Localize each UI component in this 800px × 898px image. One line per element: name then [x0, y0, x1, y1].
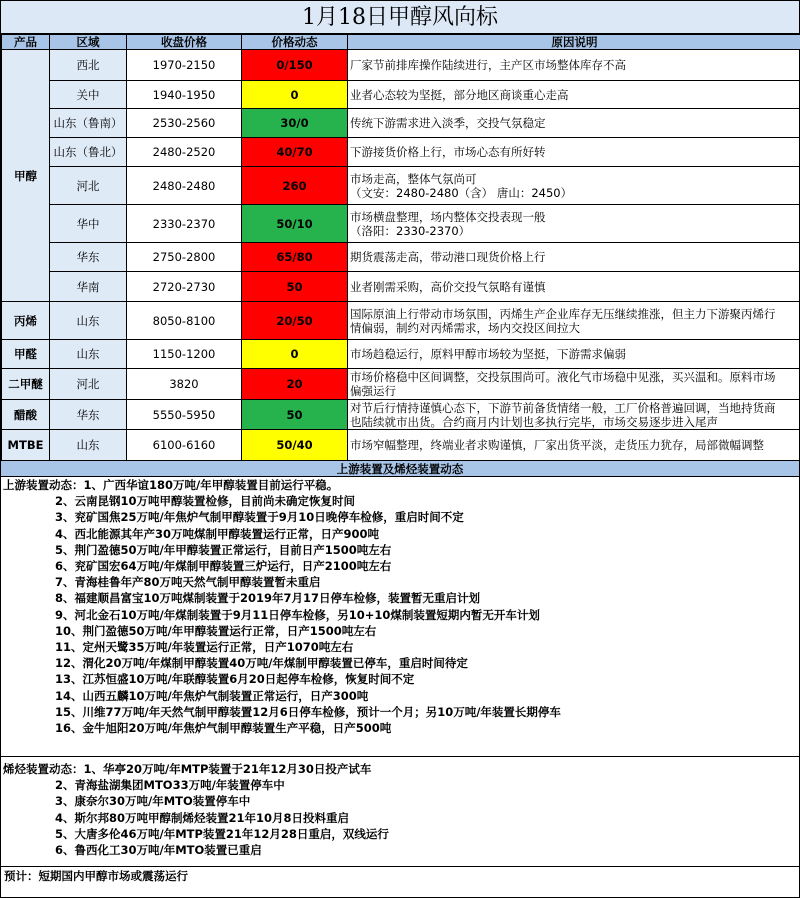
price-cell: 2480-2480 [127, 167, 242, 205]
table-row [2, 272, 800, 302]
reason-text: 市场趋稳运行，原料甲醇市场较为坚挺，下游需求偏弱 [350, 347, 626, 361]
upstream-item [3, 493, 799, 509]
reason-text: 业者心态较为坚挺，部分地区商谈重心走高 [350, 87, 569, 102]
region-cell: 关中 [50, 81, 127, 109]
upstream-item-text: 3、兖矿国焦25万吨/年焦炉气制甲醇装置于9月10日晚停车检修，重启时间不定 [55, 510, 464, 525]
upstream-item-text: 11、定州天鹭35万吨/年装置运行正常，日产1070吨左右 [55, 640, 354, 655]
trend-cell: 0 [242, 81, 348, 109]
trend-cell: 0/150 [242, 50, 348, 81]
product-cell-methanol: 甲醇 [2, 50, 50, 302]
price-cell: 6100-6160 [127, 430, 242, 461]
upstream-item [3, 509, 799, 525]
reason-cell [348, 243, 800, 272]
table-row [2, 302, 800, 340]
reason-text-2: （洛阳：2330-2370） [350, 223, 471, 238]
upstream-item [3, 607, 799, 623]
reason-text: 市场横盘整理，场内整体交投表现一般 [350, 209, 546, 224]
price-cell: 5550-5950 [127, 400, 242, 430]
product-cell: 丙烯 [2, 302, 50, 340]
region-cell: 山东 [50, 340, 127, 369]
price-cell: 2480-2520 [127, 138, 242, 167]
upstream-item-text: 13、江苏恒盛10万吨/年联醇装置6月20日起停车检修，恢复时间不定 [55, 672, 415, 687]
table-row [2, 369, 800, 400]
upstream-item [3, 671, 799, 687]
upstream-intro: 上游装置动态： [3, 478, 84, 492]
upstream-item-text: 4、西北能源其年产30万吨煤制甲醇装置运行正常，日产900吨 [55, 526, 380, 541]
table-row [2, 430, 800, 461]
table-row [2, 340, 800, 369]
region-cell: 山东 [50, 430, 127, 461]
olefin-item-text: 5、大唐多伦46万吨/年MTP装置21年12月28日重启，双线运行 [55, 826, 389, 841]
reason-text-2: 情偏弱，制约对丙烯需求，场内交投区间拉大 [350, 320, 580, 335]
upstream-item [3, 704, 799, 720]
region-cell: 山东（鲁北） [50, 138, 127, 167]
upstream-item [3, 688, 799, 704]
product-cell: MTBE [2, 430, 50, 461]
reason-cell [348, 369, 800, 400]
price-cell: 3820 [127, 369, 242, 400]
reason-text: 对节后行情持谨慎心态下，下游节前备货情绪一般，工厂价格普遍回调，当地持货商 [350, 400, 776, 415]
reason-text: 业者刚需采购，高价交投气氛略有谨慎 [350, 279, 546, 294]
olefin-block [1, 757, 799, 867]
reason-cell [348, 109, 800, 138]
upstream-item [3, 542, 799, 558]
upstream-item [3, 590, 799, 606]
section-header-upstream: 上游装置及烯烃装置动态 [1, 461, 799, 477]
upstream-item [3, 639, 799, 655]
reason-text: 市场走高，整体气氛尚可 [350, 171, 477, 186]
upstream-item-text: 10、荆门盈德50万吨/年甲醇装置运行正常，日产1500吨左右 [55, 623, 377, 638]
upstream-item-text: 14、山西五麟10万吨/年焦炉气制装置正常运行，日产300吨 [55, 688, 369, 703]
reason-cell [348, 430, 800, 461]
header-region: 区域 [50, 35, 127, 50]
header-reason: 原因说明 [348, 35, 800, 50]
upstream-item [3, 477, 799, 493]
upstream-item [3, 574, 799, 590]
reason-text-2: 偏强运行 [350, 384, 396, 398]
reason-text-2: （文安：2480-2480（含） 唐山：2450） [350, 185, 573, 200]
forecast-text: 预计：短期国内甲醇市场或震荡运行 [4, 869, 188, 883]
reason-text: 期货震荡走高，带动港口现货价格上行 [350, 250, 546, 264]
upstream-item-text: 16、金牛旭阳20万吨/年焦炉气制甲醇装置生产平稳，日产500吨 [55, 721, 392, 736]
upstream-item-text: 9、河北金石10万吨/年煤制装置于9月11日停车检修，另10+10煤制装置短期内暂无开车计划 [55, 607, 540, 622]
olefin-item [3, 810, 799, 826]
product-cell: 甲醛 [2, 340, 50, 369]
page-title: 1月18日甲醇风向标 [1, 1, 799, 34]
olefin-item [3, 842, 799, 858]
reason-text: 市场窄幅整理，终端业者求购谨慎，厂家出货平淡，走货压力犹存，局部微幅调整 [350, 438, 764, 452]
upstream-item [3, 623, 799, 639]
trend-cell: 65/80 [242, 243, 348, 272]
reason-text: 国际原油上行带动市场氛围，丙烯生产企业库存无压继续推涨，但主力下游聚丙烯行 [350, 306, 776, 321]
olefin-intro: 烯烃装置动态： [3, 762, 84, 776]
reason-text: 市场价格稳中区间调整，交投氛围尚可。液化气市场稳中见涨，买兴温和。原料市场 [350, 370, 776, 384]
table-row [2, 50, 800, 81]
olefin-item-text: 3、康奈尔30万吨/年MTO装置停车中 [55, 794, 251, 809]
region-cell: 河北 [50, 369, 127, 400]
price-table [1, 34, 800, 461]
table-row [2, 205, 800, 243]
trend-cell: 40/70 [242, 138, 348, 167]
reason-text: 传统下游需求进入淡季，交投气氛稳定 [350, 116, 546, 130]
upstream-item-text: 2、云南昆钢10万吨甲醇装置检修，目前尚未确定恢复时间 [55, 494, 356, 509]
table-row [2, 243, 800, 272]
reason-text-2: 也陆续就市出货。合约商月内计划也多执行完毕，市场交易逐步进入尾声 [350, 414, 718, 429]
region-cell: 华中 [50, 205, 127, 243]
reason-cell [348, 400, 800, 430]
reason-cell [348, 340, 800, 369]
product-cell: 醋酸 [2, 400, 50, 430]
upstream-block [1, 477, 799, 757]
region-cell: 山东 [50, 302, 127, 340]
trend-cell: 50 [242, 272, 348, 302]
price-cell: 1940-1950 [127, 81, 242, 109]
price-cell: 2720-2730 [127, 272, 242, 302]
trend-cell: 50/10 [242, 205, 348, 243]
trend-cell: 30/0 [242, 109, 348, 138]
region-cell: 华东 [50, 400, 127, 430]
price-cell: 2330-2370 [127, 205, 242, 243]
region-cell: 华南 [50, 272, 127, 302]
reason-cell [348, 50, 800, 81]
reason-cell [348, 205, 800, 243]
trend-cell: 260 [242, 167, 348, 205]
reason-cell [348, 167, 800, 205]
olefin-item [3, 777, 799, 793]
table-row [2, 167, 800, 205]
region-cell: 华东 [50, 243, 127, 272]
table-row [2, 109, 800, 138]
olefin-item-text: 4、斯尔邦80万吨甲醇制烯烃装置21年10月8日投料重启 [55, 810, 350, 825]
upstream-item [3, 720, 799, 736]
table-row [2, 138, 800, 167]
trend-cell: 20 [242, 369, 348, 400]
upstream-item-text: 12、渭化20万吨/年煤制甲醇装置40万吨/年煤制甲醇装置已停车，重启时间待定 [55, 656, 468, 671]
upstream-item-text: 5、荆门盈德50万吨/年甲醇装置正常运行，目前日产1500吨左右 [55, 542, 392, 557]
upstream-item-text: 6、兖矿国宏64万吨/年煤制甲醇装置三炉运行，日产2100吨左右 [55, 559, 392, 574]
trend-cell: 50 [242, 400, 348, 430]
trend-cell: 20/50 [242, 302, 348, 340]
reason-cell [348, 138, 800, 167]
header-product: 产品 [2, 35, 50, 50]
table-row [2, 81, 800, 109]
price-cell: 2750-2800 [127, 243, 242, 272]
upstream-item-text: 1、广西华谊180万吨/年甲醇装置目前运行平稳。 [83, 478, 339, 492]
price-cell: 2530-2560 [127, 109, 242, 138]
reason-cell [348, 81, 800, 109]
reason-text: 下游接货价格上行，市场心态有所好转 [350, 145, 546, 159]
trend-cell: 0 [242, 340, 348, 369]
trend-cell: 50/40 [242, 430, 348, 461]
product-cell: 二甲醚 [2, 369, 50, 400]
olefin-item-text: 2、青海盐湖集团MTO33万吨/年装置停车中 [55, 778, 285, 793]
header-trend: 价格动态 [242, 35, 348, 50]
region-cell: 河北 [50, 167, 127, 205]
table-row [2, 400, 800, 430]
upstream-item [3, 526, 799, 542]
olefin-item-text: 6、鲁西化工30万吨/年MTO装置已重启 [55, 843, 262, 858]
region-cell: 西北 [50, 50, 127, 81]
region-cell: 山东（鲁南） [50, 109, 127, 138]
upstream-item-text: 8、福建顺昌富宝10万吨煤制装置于2019年7月17日停车检修，装置暂无重启计划 [55, 591, 481, 606]
table-header-row [2, 35, 800, 50]
olefin-item [3, 761, 799, 777]
olefin-item [3, 793, 799, 809]
reason-cell [348, 302, 800, 340]
reason-text: 厂家节前排库操作陆续进行，主产区市场整体库存不高 [350, 58, 626, 72]
price-cell: 1970-2150 [127, 50, 242, 81]
upstream-item [3, 655, 799, 671]
upstream-item-text: 15、川维77万吨/年天然气制甲醇装置12月6日停车检修，预计一个月；另10万吨/年装置长期停车 [55, 704, 561, 719]
reason-cell [348, 272, 800, 302]
olefin-item-text: 1、华亭20万吨/年MTP装置于21年12月30日投产试车 [83, 762, 372, 776]
upstream-item-text: 7、青海桂鲁年产80万吨天然气制甲醇装置暂未重启 [55, 575, 321, 590]
price-cell: 8050-8100 [127, 302, 242, 340]
price-cell: 1150-1200 [127, 340, 242, 369]
header-price: 收盘价格 [127, 35, 242, 50]
upstream-item [3, 558, 799, 574]
olefin-item [3, 826, 799, 842]
